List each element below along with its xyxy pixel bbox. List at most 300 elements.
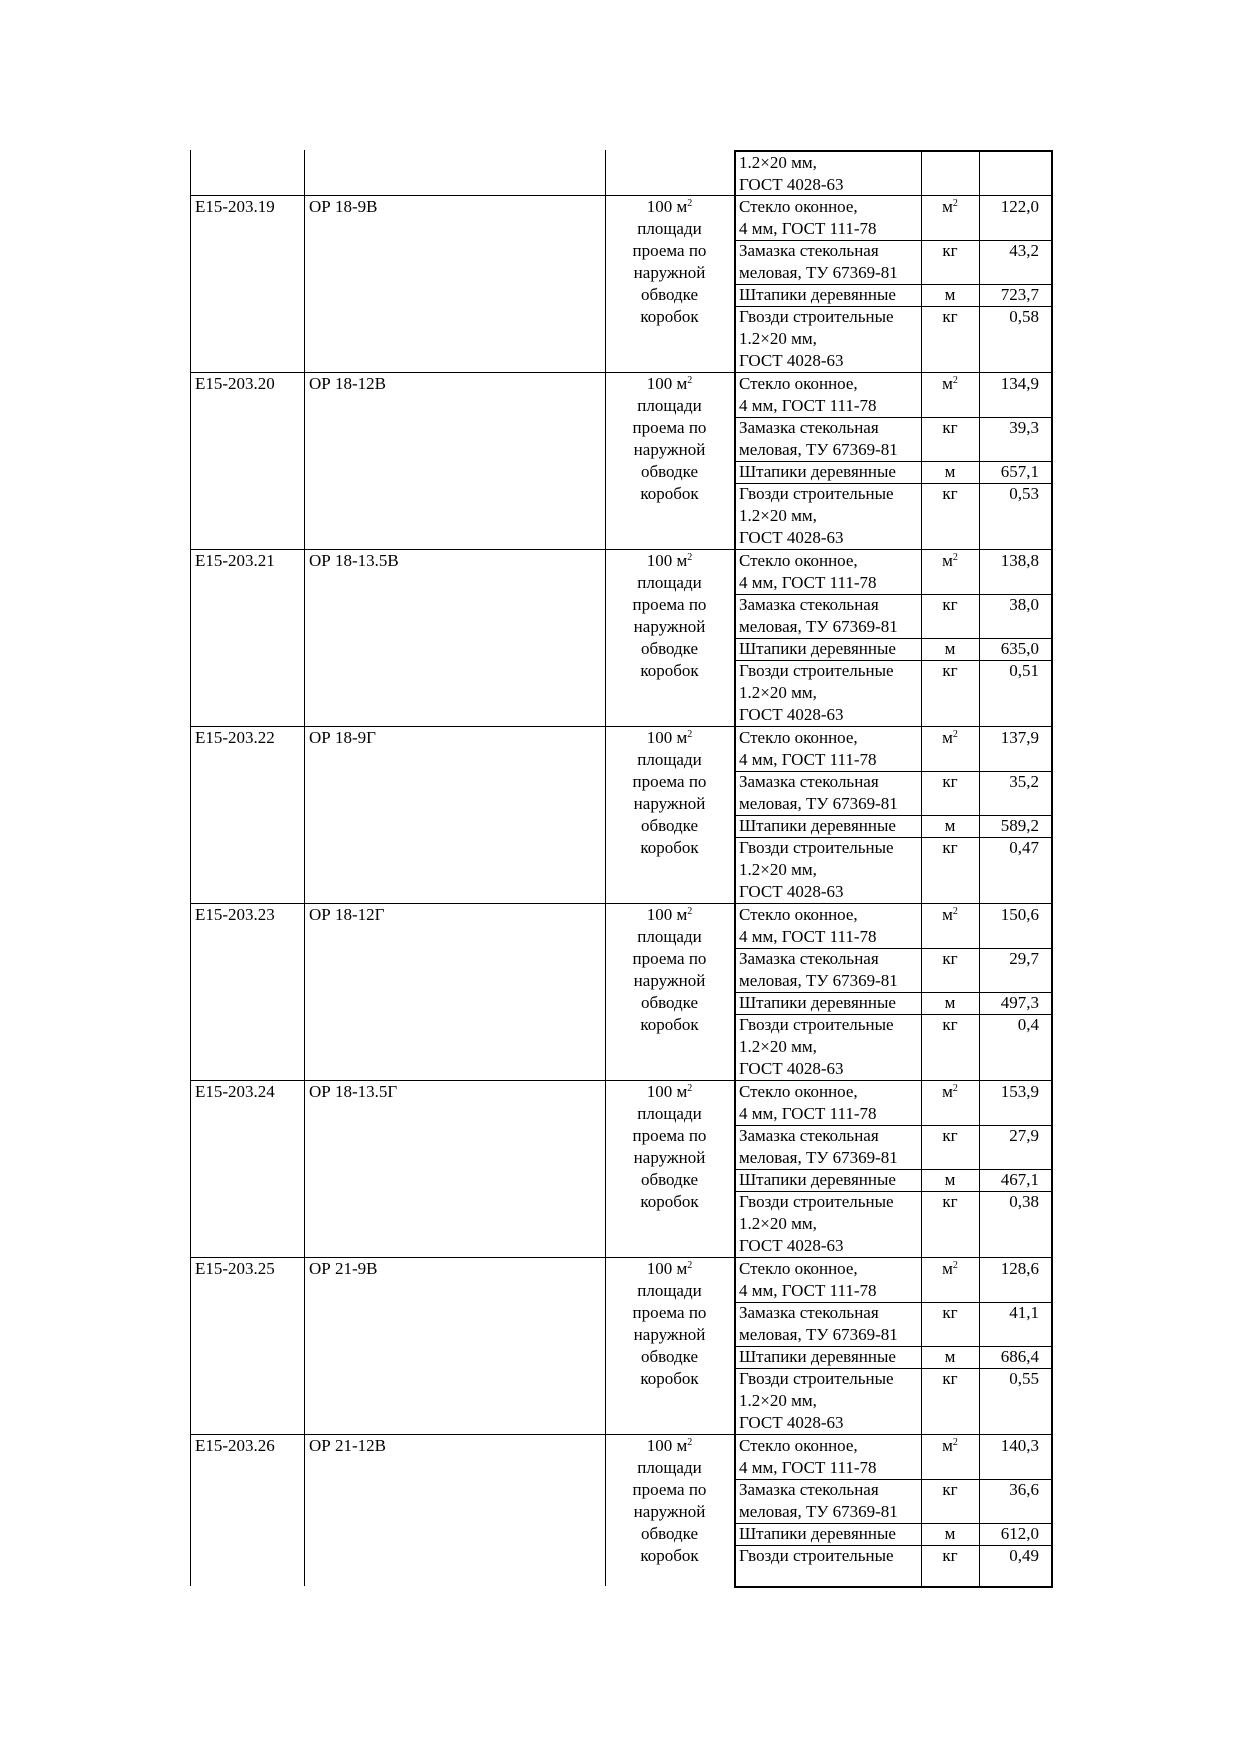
row-1-measure-line-0-superscript: 2 — [687, 375, 693, 386]
row-4-material-2-line-0-text: Штапики деревянные — [739, 993, 896, 1012]
row-1-unit-0-text: м — [942, 374, 953, 393]
row-2-material-0-line-0-text: Стекло оконное, — [739, 551, 858, 570]
row-5-unit-3 — [921, 1191, 979, 1213]
row-0-unit-2-text: м — [944, 285, 956, 304]
row-0-material-0-line-0 — [739, 196, 916, 218]
row-6-value-3-text: 0,55 — [1009, 1369, 1039, 1388]
row-6-material-0-line-0-text: Стекло оконное, — [739, 1259, 858, 1278]
row-3-unit-1-text: кг — [942, 772, 958, 791]
continuation-line-0-text: 1.2×20 мм, — [739, 153, 817, 172]
row-1-material-1-line-0 — [739, 417, 916, 439]
row-2-value-1 — [979, 594, 1039, 616]
row-6-measure-line-2-text: проема по — [632, 1303, 707, 1322]
row-3-measure-line-0-text: 100 м — [646, 728, 688, 747]
row-3-material-0-line-1-text: 4 мм, ГОСТ 111-78 — [739, 750, 877, 769]
row-2-material-3-line-0-text: Гвозди строительные — [739, 661, 894, 680]
row-0-unit-3-text: кг — [942, 307, 958, 326]
row-3-unit-3 — [921, 837, 979, 859]
row-5-unit-0-superscript: 2 — [952, 1083, 958, 1094]
row-1-measure-line-5 — [605, 483, 734, 505]
row-4-unit-0-superscript: 2 — [952, 906, 958, 917]
row-2-material-3-line-2-text: ГОСТ 4028-63 — [739, 705, 844, 724]
row-0-value-0-text: 122,0 — [1000, 197, 1039, 216]
row-4-code — [195, 904, 304, 926]
row-1-measure-line-5-text: коробок — [640, 484, 699, 503]
row-4-unit-3-text: кг — [942, 1015, 958, 1034]
row-3-code-text: Е15-203.22 — [195, 728, 275, 747]
row-3-material-0-line-1 — [739, 749, 916, 771]
row-0-material-0-line-0-text: Стекло оконное, — [739, 197, 858, 216]
row-6-value-2-text: 686,4 — [1000, 1347, 1039, 1366]
row-1-material-1-line-1 — [739, 439, 916, 461]
row-5-measure-line-4 — [605, 1169, 734, 1191]
row-3-value-2 — [979, 815, 1039, 837]
row-7-material-0-line-1-text: 4 мм, ГОСТ 111-78 — [739, 1458, 877, 1477]
row-1-measure-line-3-text: наружной — [633, 440, 706, 459]
row-7-value-3 — [979, 1545, 1039, 1567]
row-7-value-0 — [979, 1435, 1039, 1457]
row-3-material-1-line-0 — [739, 771, 916, 793]
row-6-material-3-line-1 — [739, 1390, 916, 1412]
row-0-measure-line-4-text: обводке — [640, 285, 699, 304]
row-7-value-2 — [979, 1523, 1039, 1545]
row-4-material-1-line-0-text: Замазка стекольная — [739, 949, 879, 968]
row-6-material-1-line-0 — [739, 1302, 916, 1324]
row-1-measure-line-2-text: проема по — [632, 418, 707, 437]
row-2-value-0 — [979, 550, 1039, 572]
row-3-measure-line-4-text: обводке — [640, 816, 699, 835]
row-1-value-1 — [979, 417, 1039, 439]
row-5-material-1-line-1-text: меловая, ТУ 67369-81 — [739, 1148, 898, 1167]
row-6-unit-3-text: кг — [942, 1369, 958, 1388]
row-2-value-3 — [979, 660, 1039, 682]
row-0-material-3-line-2-text: ГОСТ 4028-63 — [739, 351, 844, 370]
row-4-material-0-line-1 — [739, 926, 916, 948]
row-7-measure-line-0-superscript: 2 — [687, 1437, 693, 1448]
row-2-measure-line-3 — [605, 616, 734, 638]
row-3-value-2-text: 589,2 — [1000, 816, 1039, 835]
row-0-mark-text: ОР 18-9В — [309, 197, 378, 216]
row-6-measure-line-4-text: обводке — [640, 1347, 699, 1366]
row-7-material-0-line-1 — [739, 1457, 916, 1479]
row-1-value-2 — [979, 461, 1039, 483]
row-1-code — [195, 373, 304, 395]
row-2-unit-3 — [921, 660, 979, 682]
row-4-measure-line-3-text: наружной — [633, 971, 706, 990]
row-4-material-3-line-2-text: ГОСТ 4028-63 — [739, 1059, 844, 1078]
row-4-measure-line-3 — [605, 970, 734, 992]
row-1-material-0-line-0-text: Стекло оконное, — [739, 374, 858, 393]
row-3-unit-3-text: кг — [942, 838, 958, 857]
row-1-material-3-line-1-text: 1.2×20 мм, — [739, 506, 817, 525]
row-7-measure-line-0 — [605, 1435, 734, 1457]
row-0-value-1 — [979, 240, 1039, 262]
row-3-value-1-text: 35,2 — [1009, 772, 1039, 791]
row-1-measure-line-4-text: обводке — [640, 462, 699, 481]
row-7-value-1 — [979, 1479, 1039, 1501]
row-5-material-3-line-0 — [739, 1191, 916, 1213]
row-7-measure-line-1-text: площади — [637, 1458, 702, 1477]
row-3-material-3-line-2-text: ГОСТ 4028-63 — [739, 882, 844, 901]
row-2-material-1-line-0 — [739, 594, 916, 616]
row-4-mark-text: ОР 18-12Г — [309, 905, 385, 924]
row-7-mark — [309, 1435, 605, 1457]
row-5-material-2-line-0 — [739, 1169, 916, 1191]
row-3-unit-0 — [921, 727, 979, 749]
row-4-material-0-line-0 — [739, 904, 916, 926]
row-5-material-1-line-0-text: Замазка стекольная — [739, 1126, 879, 1145]
row-0-measure-line-5-text: коробок — [640, 307, 699, 326]
row-2-material-0-line-1-text: 4 мм, ГОСТ 111-78 — [739, 573, 877, 592]
row-3-value-3-text: 0,47 — [1009, 838, 1039, 857]
row-1-mark — [309, 373, 605, 395]
row-7-unit-0-text: м — [942, 1436, 953, 1455]
row-7-material-3-line-0 — [739, 1545, 916, 1567]
row-5-measure-line-1-text: площади — [637, 1104, 702, 1123]
row-1-unit-2 — [921, 461, 979, 483]
row-1-material-0-line-0 — [739, 373, 916, 395]
row-7-value-1-text: 36,6 — [1009, 1480, 1039, 1499]
row-0-measure-line-0-superscript: 2 — [687, 198, 693, 209]
row-2-unit-2-text: м — [944, 639, 956, 658]
row-5-material-3-line-1-text: 1.2×20 мм, — [739, 1214, 817, 1233]
row-4-measure-line-4 — [605, 992, 734, 1014]
row-3-measure-line-3-text: наружной — [633, 794, 706, 813]
row-6-code — [195, 1258, 304, 1280]
row-5-code-text: Е15-203.24 — [195, 1082, 275, 1101]
row-7-unit-0 — [921, 1435, 979, 1457]
row-3-unit-2-text: м — [944, 816, 956, 835]
row-1-measure-line-0 — [605, 373, 734, 395]
row-3-measure-line-1-text: площади — [637, 750, 702, 769]
row-0-material-2-line-0 — [739, 284, 916, 306]
row-5-value-1-text: 27,9 — [1009, 1126, 1039, 1145]
row-1-unit-1-text: кг — [942, 418, 958, 437]
row-0-unit-3 — [921, 306, 979, 328]
row-7-measure-line-0-text: 100 м — [646, 1436, 688, 1455]
row-1-unit-1 — [921, 417, 979, 439]
row-2-material-3-line-2 — [739, 704, 916, 726]
row-1-measure-line-0-text: 100 м — [646, 374, 688, 393]
row-5-measure-line-0-text: 100 м — [646, 1082, 688, 1101]
row-7-measure-line-5-text: коробок — [640, 1546, 699, 1565]
row-5-measure-line-0 — [605, 1081, 734, 1103]
row-5-value-3-text: 0,38 — [1009, 1192, 1039, 1211]
row-6-measure-line-5-text: коробок — [640, 1369, 699, 1388]
row-6-mark — [309, 1258, 605, 1280]
row-4-material-3-line-2 — [739, 1058, 916, 1080]
row-5-unit-1 — [921, 1125, 979, 1147]
row-0-material-3-line-1 — [739, 328, 916, 350]
row-3-material-3-line-2 — [739, 881, 916, 903]
row-4-measure-line-1-text: площади — [637, 927, 702, 946]
row-2-measure-line-0 — [605, 550, 734, 572]
row-7-unit-3-text: кг — [942, 1546, 958, 1565]
row-2-measure-line-5 — [605, 660, 734, 682]
row-3-material-3-line-0 — [739, 837, 916, 859]
row-7-material-1-line-1 — [739, 1501, 916, 1523]
row-0-material-3-line-1-text: 1.2×20 мм, — [739, 329, 817, 348]
row-5-measure-line-3-text: наружной — [633, 1148, 706, 1167]
row-6-measure-line-0-superscript: 2 — [687, 1260, 693, 1271]
row-1-material-2-line-0-text: Штапики деревянные — [739, 462, 896, 481]
row-5-material-0-line-0-text: Стекло оконное, — [739, 1082, 858, 1101]
row-2-mark-text: ОР 18-13.5В — [309, 551, 399, 570]
row-0-measure-line-2-text: проема по — [632, 241, 707, 260]
col-line-2 — [605, 150, 606, 1586]
row-6-unit-2 — [921, 1346, 979, 1368]
row-1-value-0 — [979, 373, 1039, 395]
row-4-measure-line-2-text: проема по — [632, 949, 707, 968]
row-4-material-3-line-1 — [739, 1036, 916, 1058]
row-5-material-0-line-1 — [739, 1103, 916, 1125]
row-2-unit-0-text: м — [942, 551, 953, 570]
continuation-line-1 — [739, 174, 916, 196]
row-5-unit-2-text: м — [944, 1170, 956, 1189]
row-3-value-3 — [979, 837, 1039, 859]
row-5-material-2-line-0-text: Штапики деревянные — [739, 1170, 896, 1189]
row-6-measure-line-2 — [605, 1302, 734, 1324]
row-6-value-3 — [979, 1368, 1039, 1390]
row-7-material-0-line-0 — [739, 1435, 916, 1457]
row-2-material-2-line-0-text: Штапики деревянные — [739, 639, 896, 658]
row-7-material-3-line-0-text: Гвозди строительные — [739, 1546, 894, 1565]
row-1-measure-line-3 — [605, 439, 734, 461]
row-7-measure-line-1 — [605, 1457, 734, 1479]
row-3-material-3-line-1-text: 1.2×20 мм, — [739, 860, 817, 879]
row-4-measure-line-2 — [605, 948, 734, 970]
row-0-material-0-line-1 — [739, 218, 916, 240]
row-5-unit-2 — [921, 1169, 979, 1191]
row-0-value-3-text: 0,58 — [1009, 307, 1039, 326]
row-6-material-3-line-2-text: ГОСТ 4028-63 — [739, 1413, 844, 1432]
row-1-code-text: Е15-203.20 — [195, 374, 275, 393]
row-0-unit-1 — [921, 240, 979, 262]
continuation-line-1-text: ГОСТ 4028-63 — [739, 175, 844, 194]
row-1-unit-3 — [921, 483, 979, 505]
row-6-material-3-line-1-text: 1.2×20 мм, — [739, 1391, 817, 1410]
row-0-measure-line-0-text: 100 м — [646, 197, 688, 216]
row-2-code — [195, 550, 304, 572]
row-4-value-1 — [979, 948, 1039, 970]
row-0-material-3-line-0 — [739, 306, 916, 328]
row-0-unit-0-text: м — [942, 197, 953, 216]
row-4-material-3-line-0-text: Гвозди строительные — [739, 1015, 894, 1034]
row-6-value-0 — [979, 1258, 1039, 1280]
row-0-material-1-line-0-text: Замазка стекольная — [739, 241, 879, 260]
row-2-measure-line-1-text: площади — [637, 573, 702, 592]
row-7-measure-line-5 — [605, 1545, 734, 1567]
row-2-measure-line-0-superscript: 2 — [687, 552, 693, 563]
row-2-material-0-line-0 — [739, 550, 916, 572]
row-7-material-1-line-0-text: Замазка стекольная — [739, 1480, 879, 1499]
row-2-unit-3-text: кг — [942, 661, 958, 680]
row-2-unit-2 — [921, 638, 979, 660]
row-7-unit-0-superscript: 2 — [952, 1437, 958, 1448]
row-4-unit-0 — [921, 904, 979, 926]
row-4-measure-line-0-text: 100 м — [646, 905, 688, 924]
row-5-value-2-text: 467,1 — [1000, 1170, 1039, 1189]
row-4-material-1-line-1 — [739, 970, 916, 992]
row-7-unit-2-text: м — [944, 1524, 956, 1543]
row-4-material-3-line-0 — [739, 1014, 916, 1036]
row-5-measure-line-4-text: обводке — [640, 1170, 699, 1189]
row-7-measure-line-4-text: обводке — [640, 1524, 699, 1543]
row-6-material-1-line-1 — [739, 1324, 916, 1346]
row-3-unit-0-superscript: 2 — [952, 729, 958, 740]
row-0-mark — [309, 196, 605, 218]
row-6-code-text: Е15-203.25 — [195, 1259, 275, 1278]
row-6-material-1-line-1-text: меловая, ТУ 67369-81 — [739, 1325, 898, 1344]
row-2-code-text: Е15-203.21 — [195, 551, 275, 570]
row-6-value-0-text: 128,6 — [1000, 1259, 1039, 1278]
row-3-material-3-line-1 — [739, 859, 916, 881]
row-2-measure-line-4-text: обводке — [640, 639, 699, 658]
row-7-material-2-line-0-text: Штапики деревянные — [739, 1524, 896, 1543]
row-7-value-3-text: 0,49 — [1009, 1546, 1039, 1565]
row-1-value-3-text: 0,53 — [1009, 484, 1039, 503]
table-bottom-border — [734, 1586, 1053, 1588]
row-2-material-2-line-0 — [739, 638, 916, 660]
row-2-material-3-line-1 — [739, 682, 916, 704]
row-4-value-2-text: 497,3 — [1000, 993, 1039, 1012]
col-line-6 — [1051, 150, 1053, 1587]
row-2-material-1-line-0-text: Замазка стекольная — [739, 595, 879, 614]
row-3-measure-line-5 — [605, 837, 734, 859]
row-0-code-text: Е15-203.19 — [195, 197, 275, 216]
col-line-3 — [734, 150, 736, 1587]
row-1-material-3-line-0 — [739, 483, 916, 505]
row-6-unit-1 — [921, 1302, 979, 1324]
row-2-material-3-line-0 — [739, 660, 916, 682]
row-3-material-0-line-0-text: Стекло оконное, — [739, 728, 858, 747]
row-0-measure-line-2 — [605, 240, 734, 262]
row-2-measure-line-2 — [605, 594, 734, 616]
row-1-material-0-line-1-text: 4 мм, ГОСТ 111-78 — [739, 396, 877, 415]
row-2-measure-line-1 — [605, 572, 734, 594]
row-5-code — [195, 1081, 304, 1103]
row-6-value-1-text: 41,1 — [1009, 1303, 1039, 1322]
row-2-value-0-text: 138,8 — [1000, 551, 1039, 570]
row-2-value-2 — [979, 638, 1039, 660]
row-6-measure-line-3-text: наружной — [633, 1325, 706, 1344]
row-7-code — [195, 1435, 304, 1457]
row-4-unit-2-text: м — [944, 993, 956, 1012]
row-5-material-3-line-2-text: ГОСТ 4028-63 — [739, 1236, 844, 1255]
row-3-measure-line-0 — [605, 727, 734, 749]
row-6-material-2-line-0-text: Штапики деревянные — [739, 1347, 896, 1366]
row-5-unit-3-text: кг — [942, 1192, 958, 1211]
row-4-measure-line-5-text: коробок — [640, 1015, 699, 1034]
row-5-mark-text: ОР 18-13.5Г — [309, 1082, 398, 1101]
row-1-unit-3-text: кг — [942, 484, 958, 503]
row-4-measure-line-1 — [605, 926, 734, 948]
col-line-1 — [304, 150, 305, 1586]
row-1-value-0-text: 134,9 — [1000, 374, 1039, 393]
row-4-measure-line-4-text: обводке — [640, 993, 699, 1012]
row-2-material-0-line-1 — [739, 572, 916, 594]
row-5-material-3-line-2 — [739, 1235, 916, 1257]
col-line-4 — [921, 150, 922, 1586]
row-4-material-3-line-1-text: 1.2×20 мм, — [739, 1037, 817, 1056]
row-0-unit-0 — [921, 196, 979, 218]
row-2-measure-line-5-text: коробок — [640, 661, 699, 680]
row-3-measure-line-3 — [605, 793, 734, 815]
row-1-material-3-line-2-text: ГОСТ 4028-63 — [739, 528, 844, 547]
row-5-unit-0 — [921, 1081, 979, 1103]
row-4-unit-2 — [921, 992, 979, 1014]
row-7-unit-3 — [921, 1545, 979, 1567]
row-7-value-0-text: 140,3 — [1000, 1436, 1039, 1455]
row-7-measure-line-3-text: наружной — [633, 1502, 706, 1521]
row-5-value-0 — [979, 1081, 1039, 1103]
row-3-material-2-line-0-text: Штапики деревянные — [739, 816, 896, 835]
row-1-unit-0 — [921, 373, 979, 395]
row-2-measure-line-2-text: проема по — [632, 595, 707, 614]
row-6-measure-line-0-text: 100 м — [646, 1259, 688, 1278]
row-1-unit-0-superscript: 2 — [952, 375, 958, 386]
row-3-material-1-line-1-text: меловая, ТУ 67369-81 — [739, 794, 898, 813]
row-3-measure-line-2-text: проема по — [632, 772, 707, 791]
row-2-mark — [309, 550, 605, 572]
row-5-material-3-line-1 — [739, 1213, 916, 1235]
row-3-value-0-text: 137,9 — [1000, 728, 1039, 747]
row-5-measure-line-3 — [605, 1147, 734, 1169]
row-7-code-text: Е15-203.26 — [195, 1436, 275, 1455]
row-3-measure-line-4 — [605, 815, 734, 837]
row-0-measure-line-4 — [605, 284, 734, 306]
col-line-5 — [979, 150, 980, 1586]
row-3-material-2-line-0 — [739, 815, 916, 837]
row-7-measure-line-3 — [605, 1501, 734, 1523]
row-3-material-1-line-0-text: Замазка стекольная — [739, 772, 879, 791]
row-1-material-0-line-1 — [739, 395, 916, 417]
row-2-measure-line-0-text: 100 м — [646, 551, 688, 570]
row-6-value-1 — [979, 1302, 1039, 1324]
row-5-material-1-line-0 — [739, 1125, 916, 1147]
row-5-value-1 — [979, 1125, 1039, 1147]
row-5-mark — [309, 1081, 605, 1103]
row-2-unit-0-superscript: 2 — [952, 552, 958, 563]
row-7-unit-1-text: кг — [942, 1480, 958, 1499]
row-7-measure-line-4 — [605, 1523, 734, 1545]
row-7-material-2-line-0 — [739, 1523, 916, 1545]
row-0-value-1-text: 43,2 — [1009, 241, 1039, 260]
row-4-material-0-line-1-text: 4 мм, ГОСТ 111-78 — [739, 927, 877, 946]
row-3-measure-line-2 — [605, 771, 734, 793]
row-3-unit-1 — [921, 771, 979, 793]
row-6-material-2-line-0 — [739, 1346, 916, 1368]
row-0-material-1-line-0 — [739, 240, 916, 262]
row-5-measure-line-2-text: проема по — [632, 1126, 707, 1145]
row-3-material-0-line-0 — [739, 727, 916, 749]
row-6-material-3-line-2 — [739, 1412, 916, 1434]
row-4-measure-line-0-superscript: 2 — [687, 906, 693, 917]
row-3-measure-line-1 — [605, 749, 734, 771]
row-2-material-1-line-1-text: меловая, ТУ 67369-81 — [739, 617, 898, 636]
row-1-value-1-text: 39,3 — [1009, 418, 1039, 437]
row-4-value-3 — [979, 1014, 1039, 1036]
row-2-measure-line-3-text: наружной — [633, 617, 706, 636]
row-6-measure-line-3 — [605, 1324, 734, 1346]
row-2-material-3-line-1-text: 1.2×20 мм, — [739, 683, 817, 702]
row-0-unit-1-text: кг — [942, 241, 958, 260]
row-3-measure-line-0-superscript: 2 — [687, 729, 693, 740]
row-7-measure-line-2 — [605, 1479, 734, 1501]
row-0-measure-line-1-text: площади — [637, 219, 702, 238]
row-5-value-0-text: 153,9 — [1000, 1082, 1039, 1101]
row-7-mark-text: ОР 21-12В — [309, 1436, 386, 1455]
